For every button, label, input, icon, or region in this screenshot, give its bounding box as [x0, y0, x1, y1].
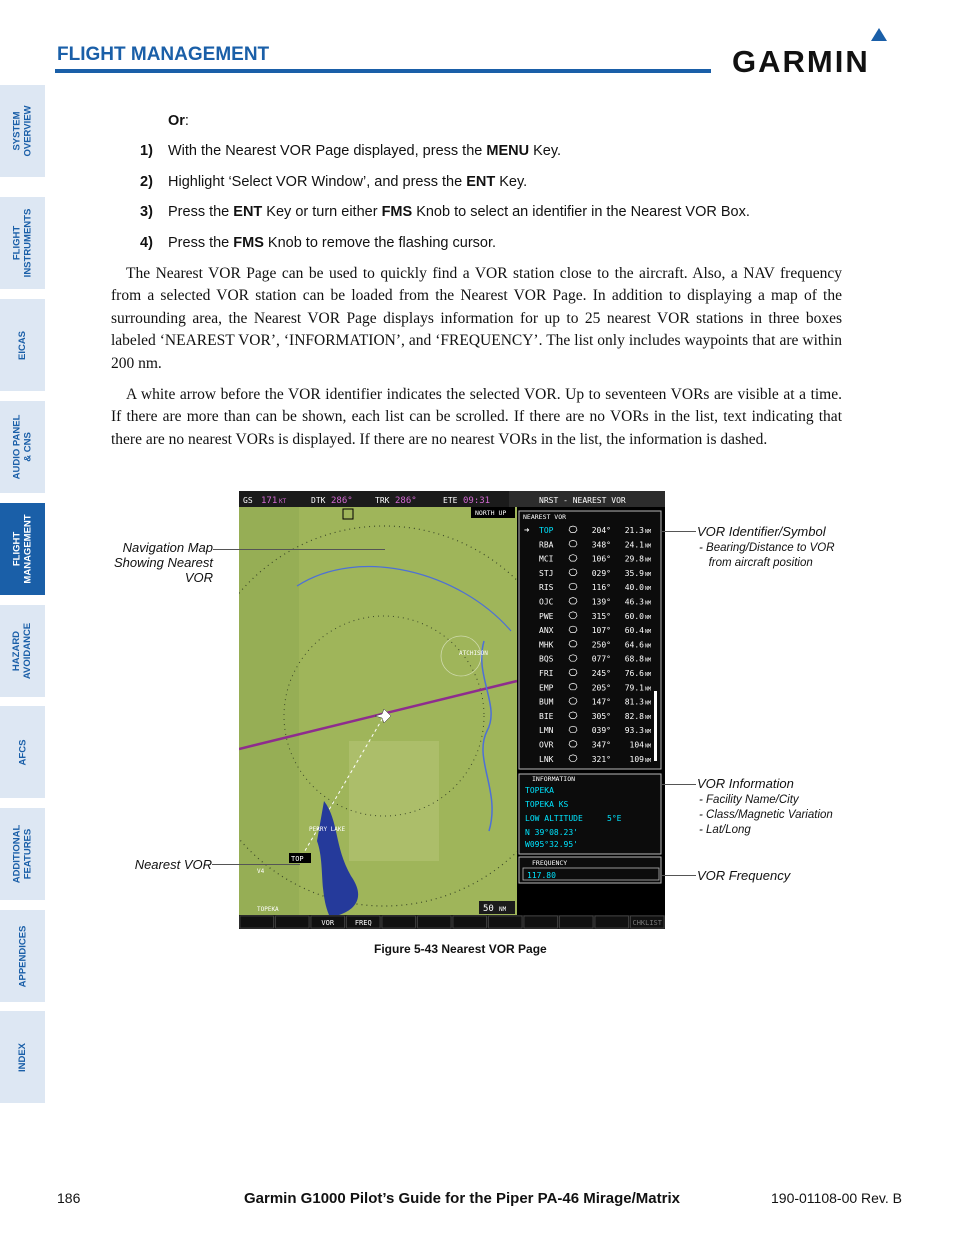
info-city: TOPEKA KS — [525, 800, 569, 809]
vor-bearing: 321° — [591, 754, 611, 764]
step-text-part: Knob to remove the flashing cursor. — [263, 234, 497, 251]
step-text — [168, 204, 750, 220]
north-up-label: NORTH UP — [475, 509, 507, 517]
garmin-logo — [732, 28, 900, 78]
step-text-part: Key. — [529, 143, 562, 159]
step-text-part: Knob to select an identifier in the Nearest VOR Box. — [412, 204, 750, 220]
vor-bearing: 039° — [591, 726, 611, 736]
vor-bearing: 139° — [591, 597, 611, 607]
softkey[interactable] — [595, 916, 629, 928]
vor-bearing: 116° — [591, 583, 611, 593]
vor-identifier: BQS — [539, 654, 554, 664]
softkey[interactable] — [524, 916, 558, 928]
tab-flight-instruments[interactable] — [0, 197, 45, 289]
step-text-part: Press the — [168, 204, 234, 220]
vor-bearing: 029° — [591, 568, 611, 578]
vor-bearing: 305° — [591, 711, 611, 721]
vor-identifier: BUM — [539, 697, 554, 707]
softkey-label: VOR — [321, 919, 335, 927]
gs-unit: KT — [279, 498, 287, 505]
vor-distance-unit: NM — [645, 614, 652, 621]
callout-vor-identifier-detail: - Bearing/Distance to VOR from aircraft position — [699, 542, 835, 569]
softkey[interactable] — [453, 916, 487, 928]
vor-distance-unit: NM — [645, 629, 652, 636]
vor-identifier: LMN — [539, 726, 554, 736]
map-label-v4: V4 — [257, 868, 265, 875]
info-longitude: W095°32.95' — [525, 840, 578, 849]
vor-distance: 60.0 — [624, 611, 644, 621]
vor-distance: 60.4 — [624, 626, 644, 636]
vor-distance: 81.3 — [624, 697, 644, 707]
callout-vor-information-detail: - Facility Name/City - Class/Magnetic Variation - Lat/Long — [699, 794, 833, 836]
tab-system-overview[interactable] — [0, 85, 45, 177]
vor-distance-unit: NM — [645, 571, 652, 578]
map-label-top: TOP — [291, 855, 304, 863]
vor-distance: 68.8 — [624, 654, 644, 664]
info-latitude: N 39°08.23' — [525, 828, 578, 837]
tab-label: FLIGHT MANAGEMENT — [11, 514, 34, 584]
vor-distance-unit: NM — [645, 700, 652, 707]
vor-distance: 76.6 — [624, 669, 644, 678]
softkey[interactable] — [347, 916, 381, 928]
footer-doc-number: 190-01108-00 Rev. B — [771, 1190, 903, 1206]
footer-title: Garmin G1000 Pilot’s Guide for the Piper PA-46 Mirage/Matrix — [244, 1190, 680, 1207]
vor-distance: 109 — [629, 754, 644, 764]
key-name: FMS — [381, 204, 413, 220]
vor-distance: 79.1 — [624, 683, 644, 693]
page-title: NRST - NEAREST VOR — [539, 496, 626, 505]
map-label-perry-lake: PERRY LAKE — [309, 826, 346, 833]
softkey[interactable] — [311, 916, 345, 928]
vor-identifier: LNK — [539, 754, 554, 764]
vor-distance: 35.9 — [624, 568, 644, 578]
vor-bearing: 315° — [591, 611, 611, 621]
frequency-value: 117.80 — [527, 871, 556, 880]
key-name: MENU — [486, 143, 530, 159]
tab-label: AUDIO PANEL & CNS — [11, 414, 34, 480]
tab-eicas[interactable] — [0, 299, 45, 391]
vor-distance: 82.8 — [624, 711, 644, 721]
vor-bearing: 347° — [591, 740, 611, 750]
vor-distance-unit: NM — [645, 729, 652, 736]
map-label-topeka: TOPEKA — [257, 906, 279, 913]
ete-label: ETE — [443, 496, 458, 505]
vor-identifier: TOP — [539, 526, 554, 535]
map-range-unit: NM — [499, 906, 507, 913]
vor-distance: 46.3 — [624, 597, 644, 607]
step-number: 1) — [140, 143, 153, 159]
leader-vor-id — [662, 531, 696, 532]
step-text — [168, 174, 527, 190]
tab-appendices[interactable] — [0, 910, 45, 1002]
tab-label: FLIGHT INSTRUMENTS — [11, 208, 34, 278]
map-range-value: 50 — [483, 904, 494, 914]
vor-distance-unit: NM — [645, 557, 652, 564]
key-name: ENT — [466, 173, 496, 190]
vor-identifier: STJ — [539, 568, 554, 578]
gs-label: GS — [243, 496, 253, 505]
vor-distance-unit: NM — [645, 743, 652, 750]
info-facility-name: TOPEKA — [525, 786, 554, 795]
dtk-label: DTK — [311, 496, 326, 505]
callout-nearest-vor: Nearest VOR — [134, 857, 212, 872]
softkey[interactable] — [560, 916, 594, 928]
key-name: FMS — [233, 234, 264, 251]
leader-nav-map — [213, 549, 385, 550]
map-label-atchison: ATCHISON — [459, 650, 488, 657]
tab-label: APPENDICES — [17, 925, 29, 987]
softkey-label: CHKLIST — [632, 919, 663, 927]
step-number: 2) — [140, 173, 153, 190]
vor-bearing: 245° — [591, 669, 611, 678]
step-text-part: Key or turn either — [262, 204, 382, 220]
vor-identifier: RIS — [539, 583, 554, 593]
garmin-logo-text: GARMIN — [732, 44, 870, 79]
softkey[interactable] — [418, 916, 452, 928]
vor-distance-unit: NM — [645, 686, 652, 693]
selected-vor-arrow-icon: ➜ — [524, 526, 530, 536]
vor-distance-unit: NM — [645, 672, 652, 678]
vor-distance-unit: NM — [645, 643, 652, 650]
dtk-value: 286° — [331, 496, 353, 506]
tab-additional-features[interactable] — [0, 808, 45, 900]
step-text — [168, 235, 496, 251]
callout-vor-frequency: VOR Frequency — [697, 868, 791, 883]
vor-distance-unit: NM — [645, 586, 652, 593]
leader-vor-info — [662, 784, 696, 785]
vor-bearing: 204° — [591, 526, 611, 535]
vor-identifier: BIE — [539, 711, 554, 721]
vor-bearing: 077° — [591, 654, 611, 664]
gs-value: 171 — [261, 496, 278, 506]
vor-identifier: MHK — [539, 640, 554, 650]
step-text-part: Highlight ‘Select VOR Window’, and press the — [168, 173, 467, 190]
vor-distance: 64.6 — [624, 640, 644, 650]
callout-nav-map: Navigation Map Showing Nearest VOR — [114, 540, 213, 585]
garmin-triangle-icon — [871, 28, 887, 41]
softkey[interactable] — [382, 916, 416, 928]
softkey[interactable] — [631, 916, 665, 928]
tab-afcs[interactable] — [0, 706, 45, 798]
vor-identifier: OVR — [539, 740, 554, 750]
info-class: LOW ALTITUDE — [525, 814, 583, 823]
tab-hazard-avoidance[interactable] — [0, 605, 45, 697]
vor-bearing: 250° — [591, 640, 611, 650]
callout-vor-identifier: VOR Identifier/Symbol — [697, 524, 826, 539]
key-name: ENT — [233, 204, 263, 220]
softkey[interactable] — [489, 916, 523, 928]
vor-bearing: 107° — [591, 626, 611, 636]
info-mag-var: 5°E — [607, 814, 622, 823]
step-text-part: Press the — [168, 234, 234, 251]
vor-distance-unit: NM — [645, 600, 652, 607]
tab-label: EICAS — [16, 330, 28, 360]
vor-distance-unit: NM — [645, 657, 652, 664]
vor-bearing: 106° — [591, 554, 611, 564]
vor-identifier: RBA — [539, 540, 554, 550]
vor-identifier: OJC — [539, 597, 554, 607]
tab-label: INDEX — [16, 1042, 28, 1072]
vor-distance-unit: NM — [645, 529, 652, 535]
step-text — [168, 143, 561, 159]
vor-distance-unit: NM — [645, 757, 652, 764]
vor-distance: 21.3 — [624, 526, 644, 535]
leader-vor-frequency — [662, 875, 696, 876]
vor-distance: 29.8 — [624, 554, 644, 564]
vor-identifier: ANX — [539, 626, 554, 636]
tab-label: SYSTEM OVERVIEW — [11, 105, 34, 157]
frequency-box-label: FREQUENCY — [532, 859, 568, 867]
trk-label: TRK — [375, 496, 390, 505]
vor-distance-unit: NM — [645, 543, 652, 550]
tab-label: ADDITIONAL FEATURES — [11, 824, 34, 884]
page-number: 186 — [57, 1190, 81, 1206]
or-label: Or: — [168, 113, 189, 129]
body-paragraph-1: The Nearest VOR Page can be used to quickly find a VOR station close to the aircraft. Also, a NAV frequency from a selected VOR station can be loaded from the Nearest VOR Page. In addition to displaying a map of the surrounding area, the Nearest VOR Page displays information for up to 25 nearest VOR stations in three boxes labeled ‘NEAREST VOR’, ‘INFORMATION’, and ‘FREQUENCY’. The list only includes waypoints that are within 200 nm. — [111, 265, 842, 372]
step-number: 3) — [140, 204, 153, 220]
vor-distance: 104 — [629, 740, 644, 750]
vor-distance-unit: NM — [645, 714, 652, 721]
body-paragraph-2: A white arrow before the VOR identifier indicates the selected VOR. Up to seventeen VORs are visible at a time. If there are more than can be shown, each list can be scrolled. If there are no VORs in the list, text indicating that there are no nearest VORs is displayed. If there are no nearest VORs in the list, the information is dashed. — [111, 386, 842, 448]
nearest-vor-screenshot — [239, 491, 665, 929]
nearest-vor-box-label: NEAREST VOR — [523, 513, 567, 521]
vor-identifier: MCI — [539, 554, 554, 564]
vor-identifier: EMP — [539, 683, 554, 693]
vor-bearing: 348° — [591, 540, 611, 550]
section-title: FLIGHT MANAGEMENT — [57, 44, 270, 65]
step-text-part: With the Nearest VOR Page displayed, press the — [168, 143, 487, 159]
vor-distance: 93.3 — [624, 726, 644, 736]
step-text-part: Key. — [495, 173, 528, 190]
tab-flight-management[interactable] — [0, 503, 45, 595]
tab-audio-panel-cns[interactable] — [0, 401, 45, 493]
vor-distance: 24.1 — [624, 540, 644, 550]
vor-distance: 40.0 — [624, 583, 644, 593]
trk-value: 286° — [395, 496, 417, 506]
vor-identifier: PWE — [539, 611, 554, 621]
vor-bearing: 147° — [591, 697, 611, 707]
figure-caption: Figure 5-43 Nearest VOR Page — [374, 942, 547, 956]
info-box-label: INFORMATION — [532, 775, 576, 783]
callout-vor-information: VOR Information — [697, 776, 794, 791]
tab-label: AFCS — [17, 739, 28, 765]
step-number: 4) — [140, 234, 153, 251]
leader-nearest-vor — [212, 864, 300, 865]
ete-value: 09:31 — [463, 496, 491, 506]
tab-index[interactable] — [0, 1011, 45, 1103]
softkey[interactable] — [276, 916, 310, 928]
header-rule — [55, 69, 711, 73]
tab-label: HAZARD AVOIDANCE — [11, 622, 34, 680]
vor-identifier: FRI — [539, 669, 554, 678]
softkey[interactable] — [240, 916, 274, 928]
softkey-label: FREQ — [354, 919, 372, 927]
vor-bearing: 205° — [591, 683, 611, 693]
